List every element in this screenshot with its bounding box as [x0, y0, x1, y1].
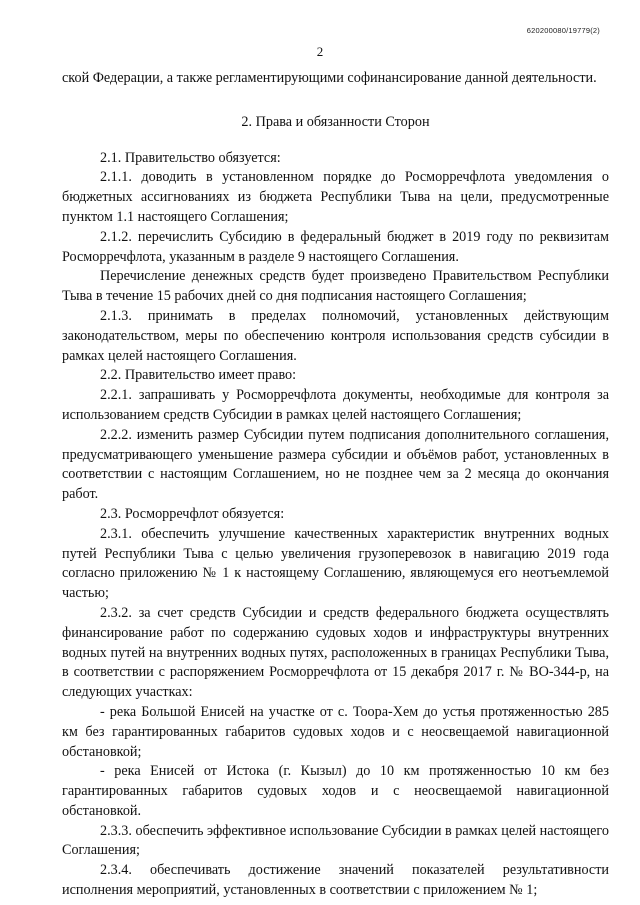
clause-2-3-4: 2.3.4. обеспечивать достижение значений показателей результативности исполнения мероприятий, установленных в соответствии с приложением № 1;	[62, 862, 609, 899]
page-number: 2	[316, 44, 324, 59]
list-item-yenisei: - река Енисей от Истока (г. Кызыл) до 10 км протяженностью 10 км без гарантированных габаритов судовых ходов и с неосвещаемой навигационной обстановкой.	[62, 763, 609, 819]
clause-2-2-2: 2.2.2. изменить размер Субсидии путем подписания дополнительного соглашения, предусматривающего уменьшение размера субсидии и объёмов работ, установленных в соответствии с настоящим Соглашением, но не позднее чем за 2 месяца до окончания работ.	[62, 426, 609, 503]
clause-2-2: 2.2. Правительство имеет право:	[100, 367, 297, 384]
paragraph-transfer: Перечисление денежных средств будет произведено Правительством Республики Тыва в течение 15 рабочих дней со дня подписания настоящего Соглашения;	[62, 268, 609, 305]
list-item-big-yenisei: - река Большой Енисей на участке от с. Тоора-Хем до устья протяженностью 285 км без гарантированных габаритов судовых ходов и с неосвещаемой навигационной обстановкой;	[62, 703, 609, 760]
document-id: 620200080/19779(2)	[526, 26, 600, 35]
clause-2-3: 2.3. Росморречфлот обязуется:	[100, 505, 285, 522]
clause-2-3-2: 2.3.2. за счет средств Субсидии и средств федерального бюджета осуществлять финансирование работ по содержанию судовых ходов и инфраструктуры внутренних водных путей на внутренних водных путях, расположенных в границах Республики Тыва, в соответствии с распоряжением Росморречфлота от 15 декабря 2017 г. № ВО-344-р, на следующих участках:	[62, 604, 609, 701]
clause-2-1-1: 2.1.1. доводить в установленном порядке до Росморречфлота уведомления о бюджетных ассигнованиях из бюджета Республики Тыва на цели, предусмотренные пунктом 1.1 настоящего Соглашения;	[62, 169, 609, 225]
section-title: 2. Права и обязанности Сторон	[241, 113, 430, 130]
paragraph-continuation: ской Федерации, а также регламентирующими софинансирование данной деятельности.	[62, 70, 597, 86]
clause-2-3-1: 2.3.1. обеспечить улучшение качественных характеристик внутренних водных путей Республики Тыва с целью увеличения грузоперевозок в навигацию 2019 года согласно приложению № 1 к настоящему Соглашению, являющемуся его неотъемлемой частью;	[62, 525, 609, 602]
document-body	[62, 69, 609, 901]
clause-2-1-3: 2.1.3. принимать в пределах полномочий, установленных действующим законодательством, меры по обеспечению контроля использования средств субсидии в рамках целей настоящего Соглашения.	[62, 307, 609, 364]
clause-2-2-1: 2.2.1. запрашивать у Росморречфлота документы, необходимые для контроля за использованием средств Субсидии в рамках целей настоящего Соглашения;	[62, 387, 609, 423]
clause-2-1-2: 2.1.2. перечислить Субсидию в федеральный бюджет в 2019 году по реквизитам Росморречфлота, указанным в разделе 9 настоящего Соглашения.	[62, 228, 609, 265]
clause-2-1: 2.1. Правительство обязуется:	[100, 149, 281, 166]
clause-2-3-3: 2.3.3. обеспечить эффективное использование Субсидии в рамках целей настоящего Соглашения;	[62, 822, 609, 859]
